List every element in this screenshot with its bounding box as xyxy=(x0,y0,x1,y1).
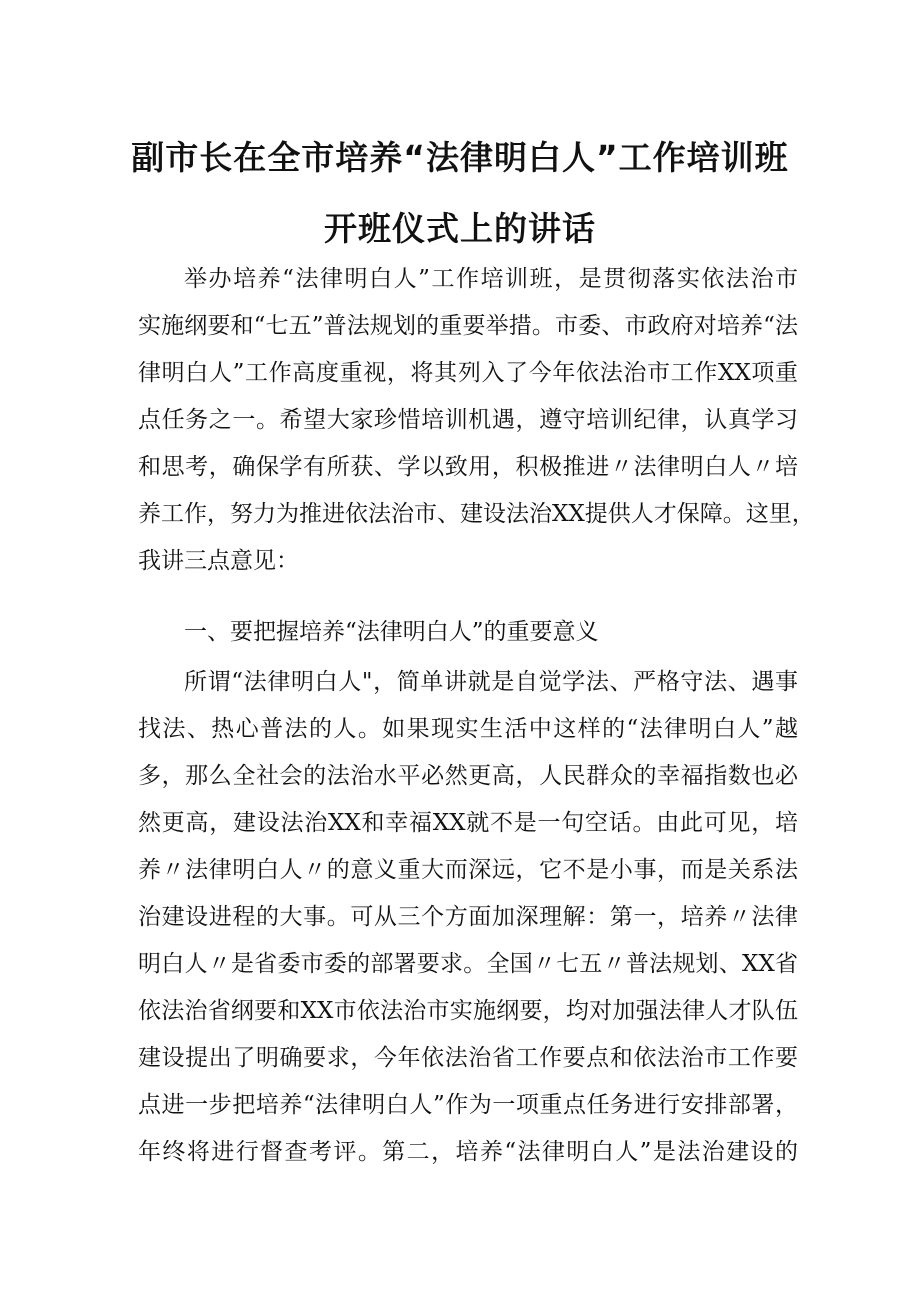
text-line: 所谓“法律明白人"，简单讲就是自觉学法、严格守法、遇事 xyxy=(184,669,798,695)
text-line: 找法、热心普法的人。如果现实生活中这样的“法律明白人”越 xyxy=(138,716,798,742)
text-line: 实施纲要和“七五”普法规划的重要举措。市委、市政府对培养“法 xyxy=(138,313,798,339)
text-line: 建设提出了明确要求，今年依法治省工作要点和依法治市工作要 xyxy=(138,1045,798,1071)
text-line: 明白人〃是省委市委的部署要求。全国〃七五〃普法规划、XX省 xyxy=(138,951,798,977)
text-line: 然更高，建设法治XX和幸福XX就不是一句空话。由此可见，培 xyxy=(138,810,798,836)
text-line: 点任务之一。希望大家珍惜培训机遇，遵守培训纪律，认真学习 xyxy=(138,407,798,433)
text-line: 依法治省纲要和XX市依法治市实施纲要，均对加强法律人才队伍 xyxy=(138,998,798,1024)
text-line: 和思考，确保学有所获、学以致用，积极推进〃法律明白人〃培 xyxy=(138,454,798,480)
document-title-line-1: 副市长在全市培养“法律明白人”工作培训班 xyxy=(131,138,789,177)
text-line: 多，那么全社会的法治水平必然更高，人民群众的幸福指数也必 xyxy=(138,763,798,789)
text-line: 养工作，努力为推进依法治市、建设法治XX提供人才保障。这里， xyxy=(138,501,815,527)
text-line: 点进一步把培养“法律明白人”作为一项重点任务进行安排部署， xyxy=(138,1092,798,1118)
document-title-line-2: 开班仪式上的讲话 xyxy=(324,209,596,248)
text-line: 律明白人”工作高度重视，将其列入了今年依法治市工作XX项重 xyxy=(138,360,798,386)
section-heading: 一、要把握培养“法律明白人”的重要意义 xyxy=(184,619,599,645)
text-line: 举办培养“法律明白人”工作培训班，是贯彻落实依法治市 xyxy=(184,266,798,292)
text-line: 年终将进行督查考评。第二，培养“法律明白人”是法治建设的 xyxy=(138,1139,798,1165)
text-line: 我讲三点意见： xyxy=(138,548,299,574)
text-line: 养〃法律明白人〃的意义重大而深远，它不是小事，而是关系法 xyxy=(138,857,798,883)
text-line: 治建设进程的大事。可从三个方面加深理解：第一，培养〃法律 xyxy=(138,904,798,930)
